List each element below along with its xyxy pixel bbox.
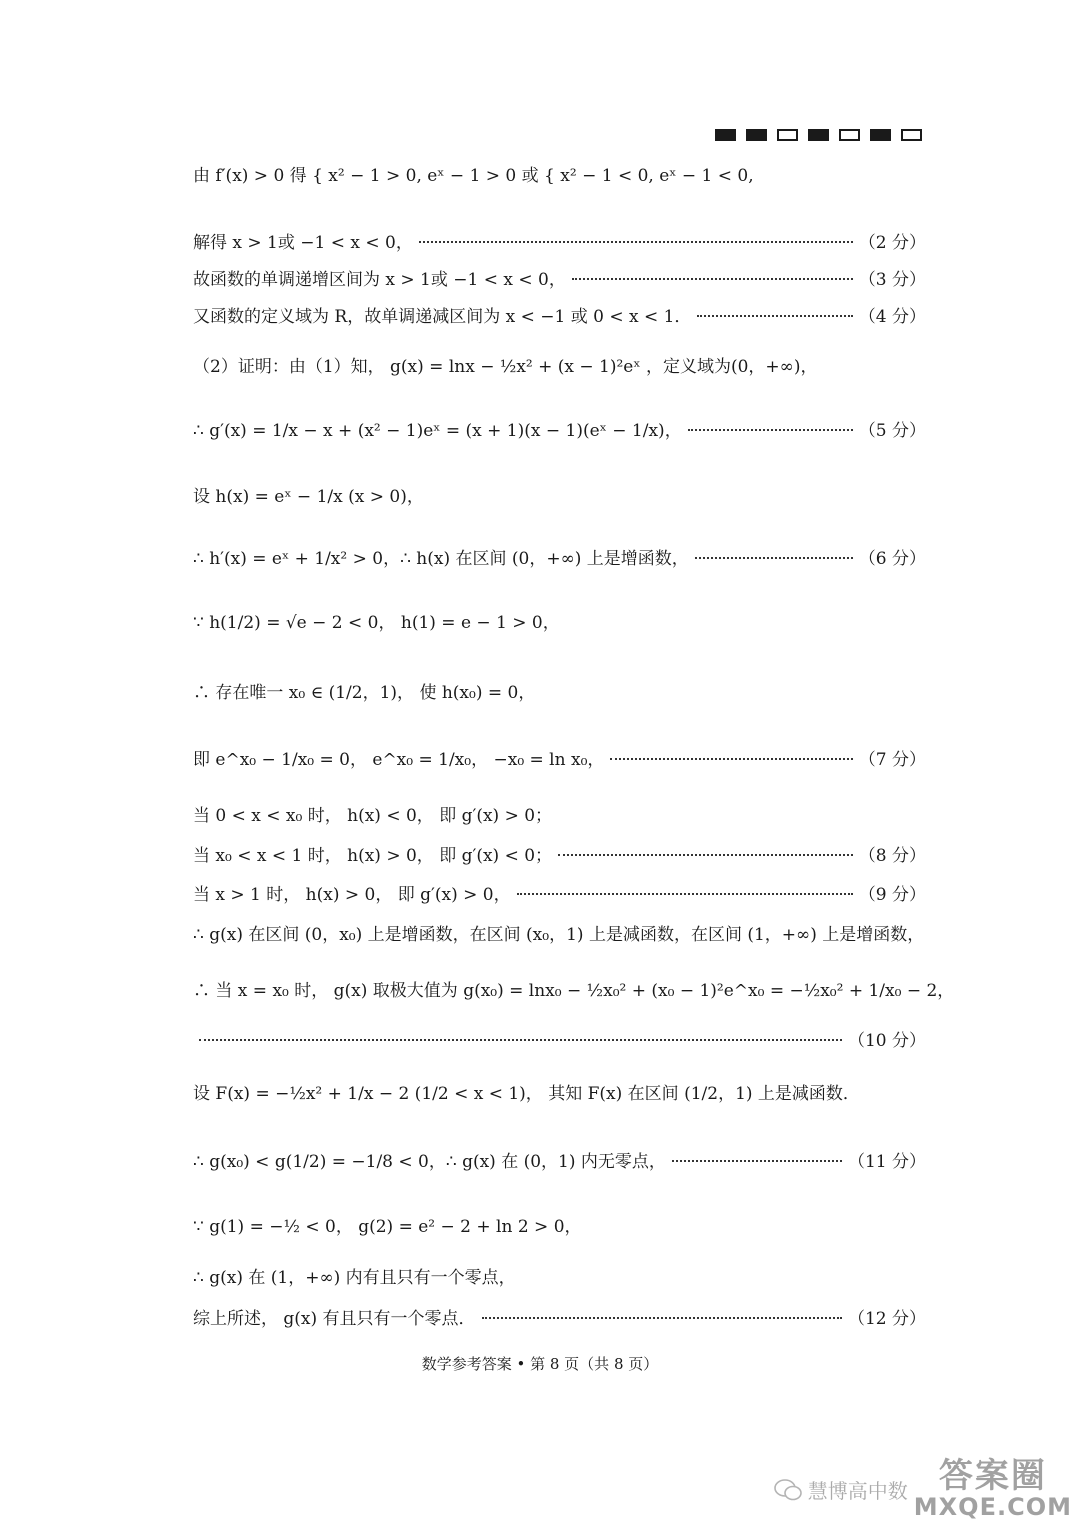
solution-line: 设 F(x) = −½x² + 1/x − 2 (1/2 < x < 1)， 其知 F(x) 在区间 (1/2，1) 上是减函数． (193, 1084, 860, 1104)
header-mark (715, 129, 736, 141)
solution-text: 综上所述， g(x) 有且只有一个零点． (193, 1309, 476, 1329)
score-label: （11 分） (847, 1152, 926, 1172)
leader-dots (517, 893, 853, 895)
solution-text: 故函数的单调递增区间为 x > 1或 −1 < x < 0， (193, 270, 566, 290)
solution-line: ∴ g(x) 在区间 (0，x₀) 上是增函数，在区间 (x₀，1) 上是减函数，在区间 (1，+∞) 上是增函数， (193, 925, 925, 945)
solution-line: ∴ g(x) 在 (1，+∞) 内有且只有一个零点， (193, 1268, 516, 1288)
score-label: （4 分） (858, 307, 926, 327)
score-label: （6 分） (858, 549, 926, 569)
leader-dots (482, 1317, 842, 1319)
solution-line (193, 232, 926, 254)
solution-line (193, 548, 926, 570)
leader-dots (672, 1160, 842, 1162)
solution-text: 当 x₀ < x < 1 时， h(x) > 0， 即 g′(x) < 0； (193, 846, 553, 866)
header-mark (901, 129, 922, 141)
header-mark (808, 129, 829, 141)
solution-line (193, 306, 926, 328)
solution-line: ∵ g(1) = −½ < 0， g(2) = e² − 2 + ln 2 > 0， (193, 1217, 582, 1237)
watermark-channel: 慧博高中数 (807, 1479, 908, 1504)
score-label: （10 分） (847, 1031, 926, 1051)
score-label: （3 分） (858, 270, 926, 290)
solution-line: 当 0 < x < x₀ 时， h(x) < 0， 即 g′(x) > 0； (193, 806, 553, 826)
watermark (774, 1456, 1072, 1521)
score-label: （7 分） (858, 750, 926, 770)
solution-line (193, 1308, 926, 1330)
score-label: （5 分） (858, 421, 926, 441)
solution-line: 设 h(x) = eˣ − 1/x (x > 0)， (193, 487, 424, 507)
leader-dots (558, 854, 853, 856)
header-mark (870, 129, 891, 141)
header-mark (777, 129, 798, 141)
leader-dots (697, 315, 852, 317)
solution-text: ∴ g′(x) = 1/x − x + (x² − 1)eˣ = (x + 1)(x − 1)(eˣ − 1/x)， (193, 421, 682, 441)
solution-line: 由 f′(x) > 0 得 { x² − 1 > 0, eˣ − 1 > 0 或 { x² − 1 < 0, eˣ − 1 < 0, (193, 166, 754, 186)
leader-dots (610, 758, 852, 760)
solution-line: ∵ h(1/2) = √e − 2 < 0， h(1) = e − 1 > 0， (193, 613, 560, 633)
leader-dots (419, 241, 853, 243)
header-mark (746, 129, 767, 141)
score-label: （2 分） (858, 233, 926, 253)
watermark-logo-top: 答案圈 (938, 1456, 1047, 1497)
watermark-logo (913, 1456, 1072, 1521)
solution-line (193, 420, 926, 442)
page-footer: 数学参考答案 • 第 8 页（共 8 页） (421, 1355, 659, 1373)
solution-text: ∴ h′(x) = eˣ + 1/x² > 0，∴ h(x) 在区间 (0，+∞) 上是增函数， (193, 549, 689, 569)
header-mark (839, 129, 860, 141)
solution-text: 又函数的定义域为 R，故单调递减区间为 x < −1 或 0 < x < 1． (193, 307, 692, 327)
solution-line: （2）证明：由（1）知， g(x) = lnx − ½x² + (x − 1)²eˣ ，定义域为(0，+∞)， (193, 357, 818, 377)
leader-dots (572, 278, 853, 280)
solution-line (193, 269, 926, 291)
solution-line (193, 1151, 926, 1173)
leader-dots (695, 557, 853, 559)
score-label: （9 分） (858, 885, 926, 905)
solution-line: ∴ 当 x = x₀ 时， g(x) 取极大值为 g(x₀) = lnx₀ − ½x₀² + (x₀ − 1)²e^x₀ = −½x₀² + 1/x₀ − 2， (193, 981, 955, 1001)
solution-text: 当 x > 1 时， h(x) > 0， 即 g′(x) > 0， (193, 885, 511, 905)
solution-line: ∴ 存在唯一 x₀ ∈ (1/2，1)， 使 h(x₀) = 0， (193, 683, 536, 703)
solution-line (193, 1030, 926, 1052)
solution-line (193, 884, 926, 906)
leader-dots (688, 429, 853, 431)
leader-dots (199, 1039, 842, 1041)
header-marks (715, 129, 922, 141)
score-label: （8 分） (858, 846, 926, 866)
solution-line (193, 749, 926, 771)
solution-text: ∴ g(x₀) < g(1/2) = −1/8 < 0，∴ g(x) 在 (0，1) 内无零点， (193, 1152, 666, 1172)
score-label: （12 分） (847, 1309, 926, 1329)
watermark-logo-bottom: MXQE.COM (913, 1492, 1072, 1521)
wechat-icon (774, 1479, 802, 1501)
solution-line (193, 845, 926, 867)
solution-text: 即 e^x₀ − 1/x₀ = 0， e^x₀ = 1/x₀， −x₀ = ln x₀， (193, 750, 605, 770)
solution-text: 解得 x > 1或 −1 < x < 0， (193, 233, 413, 253)
